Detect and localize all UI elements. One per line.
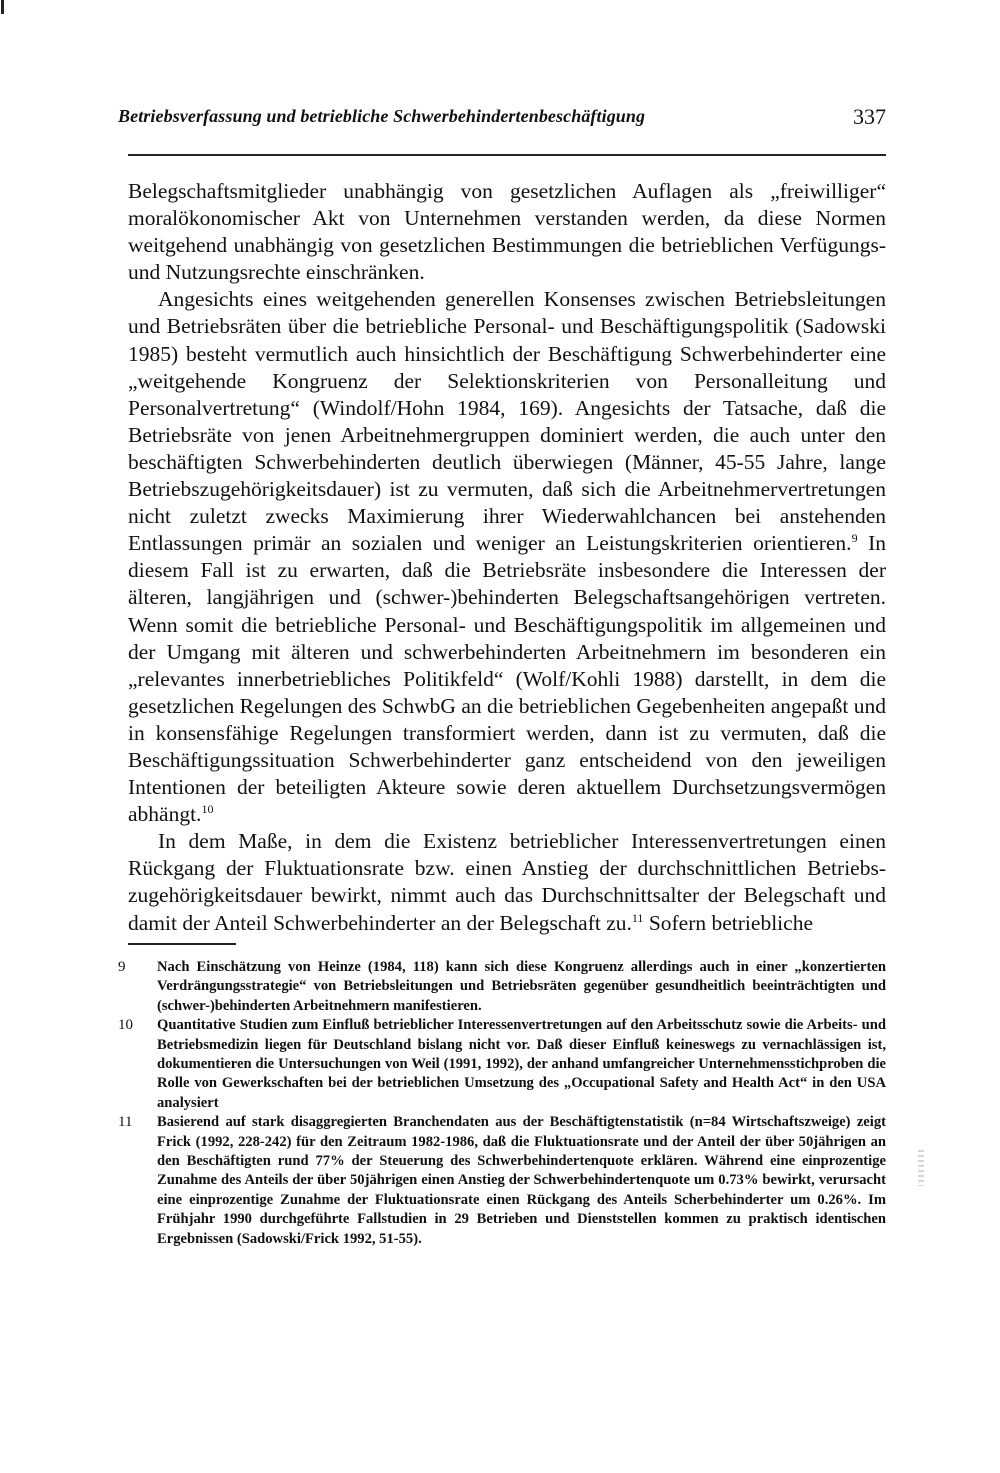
- paragraph-1-text: Belegschaftsmitglieder unabhängig von gesetzlichen Auflagen als „freiwilliger“ moralökonomischer Akt von Unternehmen verstanden werden, da diese Normen weitgehend unabhängig von gesetzlichen Bestimmungen die betrieblichen Verfügungs- und Nutzungsrechte einschränken.: [128, 179, 886, 285]
- paragraph-3: [128, 828, 886, 936]
- paragraph-2-text-b: In diesem Fall ist zu erwarten, daß die Betriebsräte insbesondere die Interessen der älteren, langjährigen und (schwer-)behinderten Belegschaftsangehörigen vertreten. Wenn somit die betriebliche Personal- und Beschäftigungspolitik im allgemeinen und der Umgang mit älteren und schwerbehinderten Arbeitnehmern im besonderen ein „relevantes innerbetriebliches Politikfeld“ (Wolf/Kohli 1988) darstellt, in dem die gesetzlichen Regelungen des SchwbG an die betrieblichen Gegebenheiten angepaßt und in konsensfähige Regelungen transformiert werden, dann ist zu vermuten, daß die Beschäftigungssituation Schwerbehinderter ganz entscheidend von den jeweiligen Intentionen der beteiligten Akteure sowie deren aktuellem Durchsetzungsvermögen abhängt.: [128, 531, 886, 827]
- footnote: [118, 1016, 886, 1113]
- paragraph-3-text-a: In dem Maße, in dem die Existenz betrieblicher Interessenvertretungen einen Rückgang der Fluktuationsrate bzw. einen Anstieg der durchschnittlichen Betriebszugehörigkeitsdauer bewirkt, nimmt auch das Durchschnittsalter der Belegschaft und damit der Anteil Schwerbehinderter an der Belegschaft zu.: [128, 829, 886, 935]
- header-rule: [128, 154, 886, 156]
- footnote-ref-9: 9: [851, 531, 858, 546]
- scan-speckle: [918, 1150, 924, 1186]
- running-title: Betriebsverfassung und betriebliche Schwerbehindertenbeschäftigung: [118, 106, 646, 126]
- footnote-text: Nach Einschätzung von Heinze (1984, 118) kann sich diese Kongruenz allerdings auch in einer „konzertierten Verdrängungsstrategie“ von Betriebsleitungen und Betriebsräten gegenüber gesundheitlich beeinträchtigten und (schwer-)behinderten Arbeitnehmern manifestieren.: [157, 959, 886, 1014]
- scan-edge-mark: [1, 0, 4, 14]
- footnote-ref-11: 11: [631, 910, 644, 925]
- footnote: [118, 1113, 886, 1249]
- footnote-ref-10: 10: [201, 802, 214, 816]
- footnote-number: 10: [118, 1017, 133, 1034]
- footnote-text: Basierend auf stark disaggregierten Branchendaten aus der Beschäftigtenstatistik (n=84 Wirtschaftszweige) zeigt Frick (1992, 228-242) für den Zeitraum 1982-1986, daß die Fluktuationsrate und der Anteil der über 50jährigen an den Beschäftigten rund 77% der Steuerung des Schwerbehindertenquote erklären. Während eine einprozentige Zunahme des Anteils der über 50jährigen einen Anstieg der Schwerbehindertenquote um 0.73% bewirkt, verursacht eine einprozentige Zunahme der Fluktuationsrate einen Rückgang des Anteils Scherbehinderter um 0.26%. Im Frühjahr 1990 durchgeführte Fallstudien in 29 Betrieben und Dienststellen kommen zu praktisch identischen Ergebnissen (Sadowski/Frick 1992, 51-55).: [157, 1114, 886, 1247]
- footnote-rule: [128, 943, 236, 945]
- paragraph-1: [128, 178, 886, 286]
- footnote: [118, 958, 886, 1016]
- paragraph-3-text-b: Sofern betriebliche: [643, 910, 813, 935]
- paragraph-2-text-a: Angesichts eines weitgehenden generellen Konsenses zwischen Betriebsleitungen und Betriebsräten über die betriebliche Personal- und Beschäftigungspolitik (Sadowski 1985) besteht vermutlich auch hinsichtlich der Beschäftigung Schwerbehinderter eine „weitgehende Kongruenz der Selektionskriterien von Personalleitung und Personalvertretung“ (Windolf/Hohn 1984, 169). Angesichts der Tatsache, daß die Betriebsräte von jenen Arbeitnehmergruppen dominiert werden, die auch unter den beschäftigten Schwerbehinderten deutlich überwiegen (Männer, 45-55 Jahre, lange Betriebszugehörigkeitsdauer) ist zu vermuten, daß sich die Arbeitnehmervertretungen nicht zuletzt zwecks Maximierung ihrer Wiederwahlchancen bei anstehenden Entlassungen primär an sozialen und weniger an Leistungskriterien orientieren.: [128, 287, 886, 556]
- page-number: 337: [853, 104, 886, 129]
- footnote-number: 9: [118, 959, 126, 975]
- footnotes: [118, 958, 886, 1249]
- footnote-number: 11: [118, 1114, 133, 1131]
- paragraph-2: [128, 286, 886, 828]
- running-head: [118, 106, 886, 136]
- main-text: [128, 178, 886, 937]
- footnote-text: Quantitative Studien zum Einfluß betrieblicher Interessenvertretungen auf den Arbeitsschutz sowie die Arbeits- und Betriebsmedizin liegen für Deutschland bislang nicht vor. Daß dieser Einfluß keineswegs zu vernachlässigen ist, dokumentieren die Untersuchungen von Weil (1991, 1992), der anhand umfangreicher Unternehmensstichproben die Rolle von Gewerkschaften bei der betrieblichen Umsetzung des „Occupational Safety and Health Act“ in den USA analysiert: [157, 1017, 886, 1111]
